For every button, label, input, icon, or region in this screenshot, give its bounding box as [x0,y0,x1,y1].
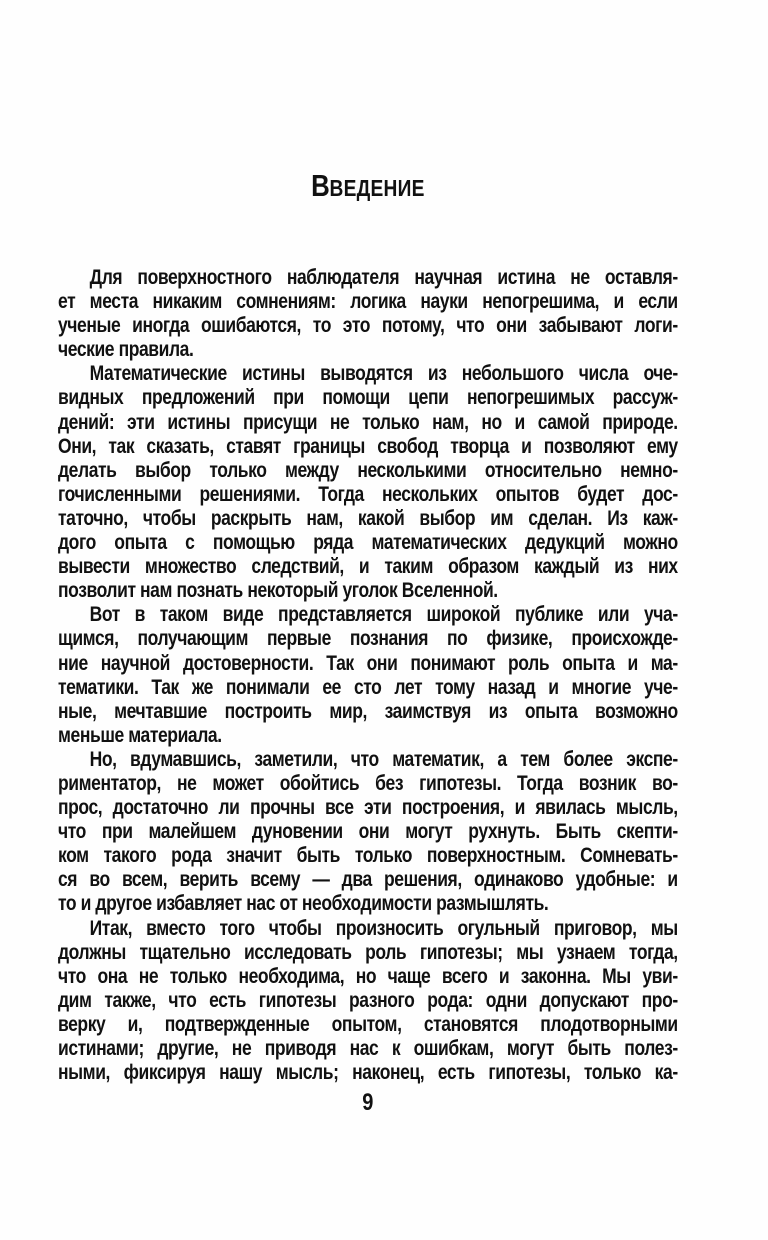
text-line: дений: эти истины присущи не только нам, но и самой природе. [58,410,678,434]
text-line: риментатор, не может обойтись без гипотезы. Тогда возник во- [58,771,678,795]
text-line: тематики. Так же понимали ее сто лет тому назад и многие уче- [58,675,678,699]
text-line: истинами; другие, не приводя нас к ошибкам, могут быть полез- [58,1037,678,1060]
text-line: Итак, вместо того чтобы произносить огульный приговор, мы [89,916,678,940]
text-line: ческие правила. [58,338,194,362]
text-line: вывести множество следствий, и таким образом каждый из них [58,555,678,579]
body-text [58,266,678,1085]
text-line: что она не только необходима, но чаще всего и законна. Мы уви- [58,964,678,988]
text-line: ными, фиксируя нашу мысль; наконец, есть гипотезы, только ка- [58,1061,678,1085]
text-line: ет места никаким сомнениям: логика науки непогрешима, и если [58,290,678,314]
chapter-title-rest: ВЕДЕНИЕ [329,175,425,201]
text-line: делать выбор только между несколькими относительно немно- [58,458,678,482]
text-line: Математические истины выводятся из небольшого числа оче- [89,362,678,386]
text-line: Вот в таком виде представляется широкой публике или уча- [89,603,678,627]
text-line: ся во всем, верить всему — два решения, одинаково удобные: и [58,868,678,892]
text-line: прос, достаточно ли прочны все эти построения, и явилась мысль, [58,796,678,820]
text-line: должны тщательно исследовать роль гипотезы; мы узнаем тогда, [58,940,678,964]
text-line: Для поверхностного наблюдателя научная истина не оставля- [89,266,678,289]
chapter-title [58,168,678,205]
text-line: щимся, получающим первые познания по физике, происхожде- [58,627,678,651]
chapter-title-initial: В [311,168,330,203]
text-line: Они, так сказать, ставят границы свобод творца и позволяют ему [58,434,678,458]
text-line: ученые иногда ошибаются, то это потому, что они забывают логи- [58,314,678,338]
text-line: ком такого рода значит быть только поверхностным. Сомневать- [58,844,678,868]
text-line: дого опыта с помощью ряда математических дедукций можно [58,531,678,555]
text-line: дим также, что есть гипотезы разного рода: одни допускают про- [58,988,678,1012]
text-line: то и другое избавляет нас от необходимости размышлять. [58,892,549,916]
text-line: Но, вдумавшись, заметили, что математик, а тем более экспе- [89,747,678,771]
text-line: гочисленными решениями. Тогда нескольких опытов будет дос- [58,482,678,506]
text-line: видных предложений при помощи цепи непогрешимых рассуж- [58,386,678,410]
text-line: меньше материала. [58,723,222,747]
text-line: ные, мечтавшие построить мир, заимствуя из опыта возможно [58,699,678,723]
text-line: позволит нам познать некоторый уголок Вселенной. [58,579,498,603]
text-line: ние научной достоверности. Так они понимают роль опыта и ма- [58,651,678,675]
text-line: таточно, чтобы раскрыть нам, какой выбор им сделан. Из каж- [58,506,678,530]
page-number: 9 [362,1089,374,1116]
text-line: что при малейшем дуновении они могут рухнуть. Быть скепти- [58,820,678,844]
text-line: верку и, подтвержденные опытом, становятся плодотворными [58,1012,678,1036]
